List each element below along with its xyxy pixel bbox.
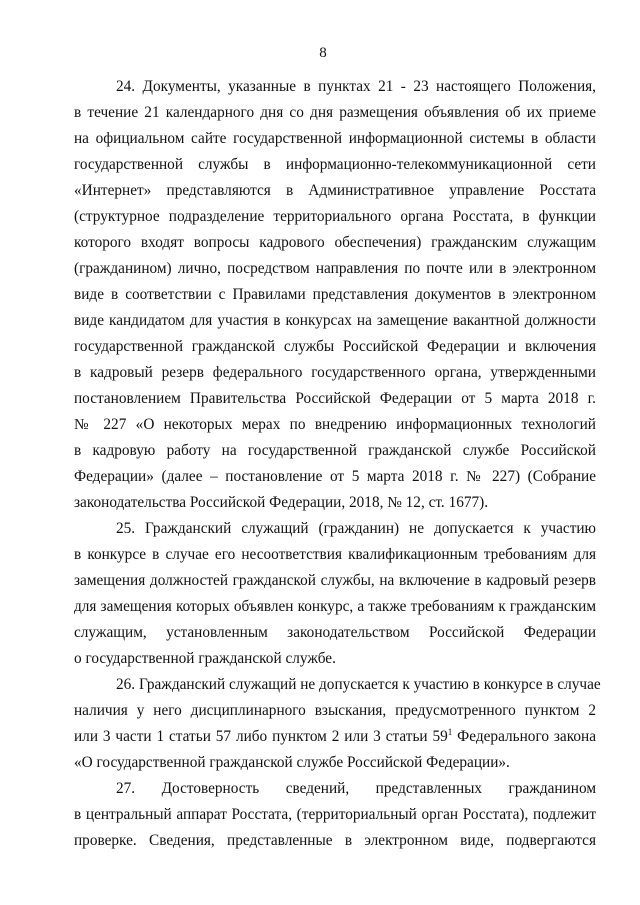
text-line: на официальном сайте государственной информационной системы в области <box>74 130 596 147</box>
text-line: в центральный аппарат Росстата, (территориальный орган Росстата), подлежит <box>74 806 596 823</box>
superscript: 1 <box>447 726 453 737</box>
text-line: 25. Гражданский служащий (гражданин) не допускается к участию <box>116 520 596 537</box>
paragraph-24 <box>74 74 596 516</box>
text-line: государственной гражданской службы Российской Федерации и включения <box>74 338 596 355</box>
text-line: в течение 21 календарного дня со дня размещения объявления об их приеме <box>74 104 596 121</box>
text-line: 26. Гражданский служащий не допускается к участию в конкурсе в случае <box>116 676 601 693</box>
text-line: которого входят вопросы кадрового обеспечения) гражданским служащим <box>74 234 596 251</box>
text-line: в кадровый резерв федерального государственного органа, утвержденными <box>74 364 596 381</box>
text-line: в кадровую работу на государственной гражданской службе Российской <box>74 442 596 459</box>
text-line: (структурное подразделение территориального органа Росстата, в функции <box>74 208 596 225</box>
text-line: «О государственной гражданской службе Российской Федерации». <box>74 754 510 771</box>
document-body <box>74 74 601 854</box>
page-number: 8 <box>319 45 327 61</box>
text-line: «Интернет» представляются в Административное управление Росстата <box>74 182 596 199</box>
paragraph-27 <box>74 776 596 854</box>
text-line: служащим, установленным законодательством Российской Федерации <box>74 624 596 641</box>
text-line: наличия у него дисциплинарного взыскания, предусмотренного пунктом 2 <box>74 702 596 719</box>
text-line: для замещения которых объявлен конкурс, а также требованиям к гражданским <box>74 598 596 615</box>
paragraph-26 <box>74 672 601 776</box>
text-line: государственной службы в информационно-телекоммуникационной сети <box>74 156 596 173</box>
paragraph-25 <box>74 516 596 672</box>
text-line: проверке. Сведения, представленные в электронном виде, подвергаются <box>74 832 596 849</box>
text-line-with-footnote <box>74 724 596 750</box>
text-line: в конкурсе в случае его несоответствия квалификационным требованиям для <box>74 546 596 563</box>
text-line: Федерации» (далее – постановление от 5 марта 2018 г. № 227) (Собрание <box>74 468 596 485</box>
text-line: 24. Документы, указанные в пунктах 21 - 23 настоящего Положения, <box>116 78 596 95</box>
text-line: (гражданином) лично, посредством направления по почте или в электронном <box>74 260 596 277</box>
text-line: законодательства Российской Федерации, 2018, № 12, ст. 1677). <box>74 494 489 511</box>
text-line: виде в соответствии с Правилами представления документов в электронном <box>74 286 596 303</box>
text-segment: или 3 части 1 статьи 57 либо пунктом 2 или 3 статьи 59 <box>74 728 448 745</box>
text-line: 27. Достоверность сведений, представленных гражданином <box>116 780 596 797</box>
text-line: постановлением Правительства Российской Федерации от 5 марта 2018 г. <box>74 390 596 407</box>
text-line: № 227 «О некоторых мерах по внедрению информационных технологий <box>74 416 596 433</box>
text-line: замещения должностей гражданской службы, на включение в кадровый резерв <box>74 572 596 589</box>
text-segment: Федерального закона <box>452 728 596 745</box>
text-line: виде кандидатом для участия в конкурсах на замещение вакантной должности <box>74 312 596 329</box>
text-line: о государственной гражданской службе. <box>74 650 336 667</box>
